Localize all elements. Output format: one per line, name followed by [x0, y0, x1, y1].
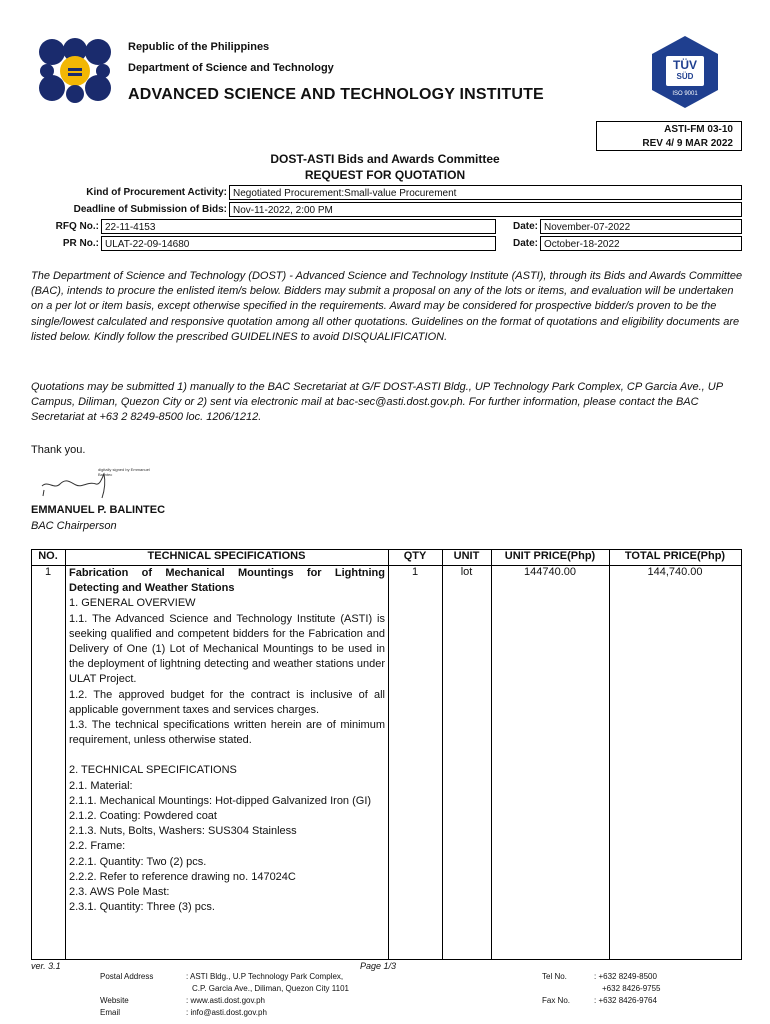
- spec-line: 2.1.3. Nuts, Bolts, Washers: SUS304 Stainless: [69, 825, 297, 838]
- tel-value-1: : +632 8249-8500: [594, 972, 657, 981]
- website-link[interactable]: : www.asti.dost.gov.ph: [186, 996, 265, 1005]
- spec-line: 1.3. The technical specifications written herein are of minimum requirement, unless otherwise stated.: [69, 719, 385, 747]
- spec-line: 1.1. The Advanced Science and Technology Institute (ASTI) is seeking qualified and competent bidders for the Fabrication and Delivery of One (1) Lot of Mechanical Mountings to be used in the deployment of lightning detecting and weather stations under ULAT Project.: [69, 612, 385, 686]
- items-table: [31, 549, 742, 959]
- email-link[interactable]: : info@asti.dost.gov.ph: [186, 1008, 267, 1017]
- footer-divider: [31, 959, 742, 960]
- spec-line: 2.2.1. Quantity: Two (2) pcs.: [69, 855, 207, 868]
- tuv-sub: SÜD: [676, 72, 694, 81]
- website-label: Website: [100, 996, 129, 1005]
- spec-spacer: [69, 748, 385, 763]
- form-code: ASTI-FM 03-10: [664, 124, 733, 135]
- row-total-price: 144,740.00: [647, 566, 703, 578]
- signatory-name: EMMANUEL P. BALINTEC: [31, 504, 166, 516]
- fax-label: Fax No.: [542, 996, 571, 1005]
- technical-specifications: [69, 566, 385, 915]
- activity-label: Kind of Procurement Activity:: [86, 187, 227, 198]
- thank-you: Thank you.: [31, 444, 86, 456]
- form-revision: REV 4/ 9 MAR 2022: [642, 138, 733, 149]
- page-number: Page 1/3: [360, 961, 397, 971]
- postal-line-1: : ASTI Bldg., U.P Technology Park Complex,: [186, 972, 344, 981]
- spec-line: 1. GENERAL OVERVIEW: [69, 597, 196, 610]
- header-no: NO.: [38, 550, 58, 562]
- pr-date-value: October-18-2022: [540, 236, 742, 251]
- committee-title: DOST-ASTI Bids and Awards Committee: [270, 152, 500, 166]
- header-qty: QTY: [403, 550, 427, 562]
- pr-value: ULAT-22-09-14680: [101, 236, 496, 251]
- digital-signature-note: digitally signed by Emmanuel Balintec: [98, 467, 150, 477]
- rfq-date-value: November-07-2022: [540, 219, 742, 234]
- institute-name: ADVANCED SCIENCE AND TECHNOLOGY INSTITUTE: [128, 86, 544, 103]
- spec-line: 2.1.2. Coating: Powdered coat: [69, 810, 217, 823]
- header-total-price: TOTAL PRICE(Php): [624, 550, 726, 562]
- postal-line-2: C.P. Garcia Ave., Diliman, Quezon City 1101: [192, 984, 349, 993]
- header-spec: TECHNICAL SPECIFICATIONS: [147, 550, 306, 562]
- iso-label: ISO 9001: [672, 91, 698, 97]
- rfq-date-label: Date:: [512, 221, 538, 232]
- pr-label: PR No.:: [62, 238, 99, 249]
- version-text: ver. 3.1: [31, 961, 61, 971]
- republic-text: Republic of the Philippines: [128, 41, 270, 53]
- activity-value: Negotiated Procurement:Small-value Procurement: [229, 185, 742, 200]
- tel-value-2: +632 8426-9755: [602, 984, 661, 993]
- tuv-certification-badge: [652, 36, 718, 108]
- item-title: Fabrication of Mechanical Mountings for Lightning Detecting and Weather Stations: [69, 567, 385, 595]
- header-unit: UNIT: [453, 550, 480, 562]
- spec-line: 2.2.2. Refer to reference drawing no. 147024C: [69, 870, 296, 883]
- row-no: 1: [44, 566, 52, 578]
- asti-logo: [38, 38, 112, 104]
- deadline-value: Nov-11-2022, 2:00 PM: [229, 202, 742, 217]
- deadline-label: Deadline of Submission of Bids:: [73, 204, 227, 215]
- submission-paragraph: Quotations may be submitted 1) manually to the BAC Secretariat at G/F DOST-ASTI Bldg., UP Technology Park Complex, CP Garcia Ave., UP Campus, Diliman, Quezon City or 2) sent via electronic mail at bac-sec@asti.dost.gov.ph. For further information, please contact the BAC Secretariat at +63 2 8249-8500 loc. 1206/1212.: [31, 381, 723, 424]
- document-title: REQUEST FOR QUOTATION: [304, 168, 466, 182]
- spec-line: 1.2. The approved budget for the contract is inclusive of all applicable government taxes and services charges.: [69, 688, 385, 716]
- pr-date-label: Date:: [512, 238, 538, 249]
- spec-line: 2.3.1. Quantity: Three (3) pcs.: [69, 901, 215, 914]
- spec-line: 2.1. Material:: [69, 779, 133, 792]
- form-code-box: [596, 121, 742, 151]
- row-unit-price: 144740.00: [524, 566, 576, 578]
- spec-line: 2.1.1. Mechanical Mountings: Hot-dipped Galvanized Iron (GI): [69, 794, 372, 807]
- postal-label: Postal Address: [100, 972, 154, 981]
- row-unit: lot: [460, 566, 473, 578]
- email-label: Email: [100, 1008, 121, 1017]
- tel-label: Tel No.: [542, 972, 567, 981]
- signatory-position: BAC Chairperson: [31, 520, 117, 532]
- spec-line: 2. TECHNICAL SPECIFICATIONS: [69, 764, 237, 777]
- spec-line: 2.2. Frame:: [69, 840, 126, 853]
- row-qty: 1: [411, 566, 419, 578]
- rfq-value: 22-11-4153: [101, 219, 496, 234]
- spec-line: 2.3. AWS Pole Mast:: [69, 886, 170, 899]
- tuv-mark: TÜV: [673, 58, 697, 72]
- rfq-label: RFQ No.:: [55, 221, 99, 232]
- fax-value: : +632 8426-9764: [594, 996, 657, 1005]
- header-unit-price: UNIT PRICE(Php): [504, 550, 596, 562]
- intro-paragraph: The Department of Science and Technology (DOST) - Advanced Science and Technology Institute (ASTI), through its Bids and Awards Committee (BAC), intends to procure the enlisted item/s below. Bidders may submit a proposal on any of the lots or items, and evaluation will be undertaken on a per lot or item basis, except otherwise specified in the requirements. Award may be considered for prospective bidder/s proven to be the single/lowest calculated and responsive quotation among all other quotations. Guidelines on the format of quotations and eligibility documents are listed below. Kindly follow the prescribed GUIDELINES to avoid DISQUALIFICATION.: [31, 270, 743, 343]
- department-text: Department of Science and Technology: [128, 62, 334, 74]
